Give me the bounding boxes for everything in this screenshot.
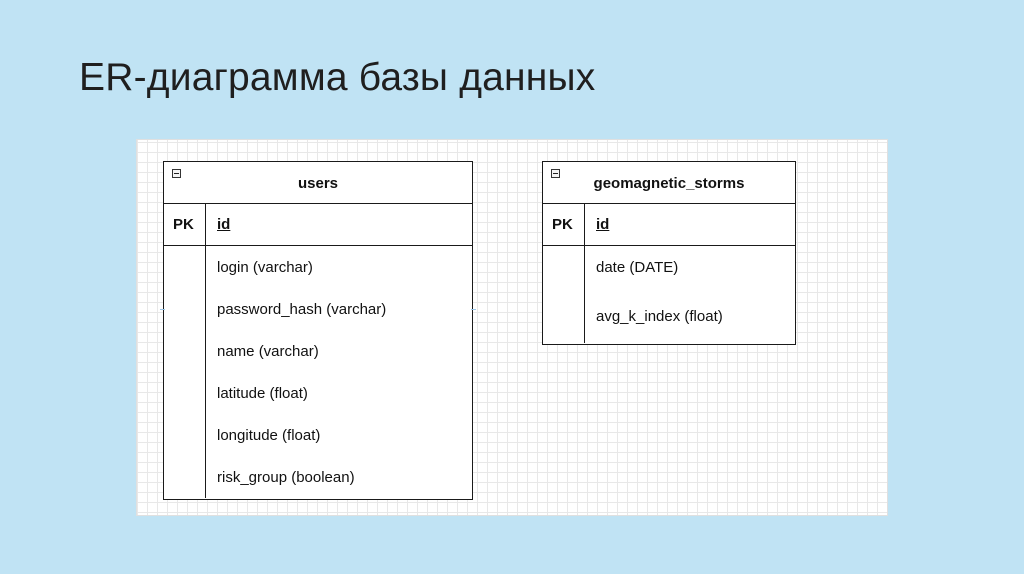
connection-point-right[interactable] bbox=[471, 309, 476, 310]
field-password-hash[interactable]: password_hash (varchar) bbox=[217, 301, 387, 318]
field-date[interactable]: date (DATE) bbox=[596, 259, 679, 276]
pk-field: id bbox=[596, 216, 610, 233]
entity-users-name: users bbox=[297, 175, 339, 192]
key-column bbox=[164, 246, 206, 498]
field-avg-k-index[interactable]: avg_k_index (float) bbox=[596, 308, 723, 325]
entity-users[interactable] bbox=[163, 161, 473, 500]
field-name[interactable]: name (varchar) bbox=[217, 343, 319, 360]
entity-users-fields bbox=[164, 246, 472, 498]
collapse-icon[interactable] bbox=[551, 169, 560, 178]
pk-label: PK bbox=[543, 204, 585, 245]
entity-geomagnetic-storms-fields bbox=[543, 246, 795, 343]
entity-geomagnetic-storms-pk-row[interactable] bbox=[543, 204, 795, 246]
connection-point-left[interactable] bbox=[160, 309, 165, 310]
pk-field: id bbox=[217, 216, 231, 233]
slide-title: ER-диаграмма базы данных bbox=[79, 56, 596, 99]
field-latitude[interactable]: latitude (float) bbox=[217, 385, 308, 402]
entity-users-pk-row[interactable] bbox=[164, 204, 472, 246]
field-login[interactable]: login (varchar) bbox=[217, 259, 313, 276]
entity-geomagnetic-storms-name: geomagnetic_storms bbox=[593, 175, 745, 192]
entity-geomagnetic-storms[interactable] bbox=[542, 161, 796, 345]
field-longitude[interactable]: longitude (float) bbox=[217, 427, 321, 444]
entity-users-header[interactable] bbox=[164, 162, 472, 204]
diagram-canvas bbox=[137, 140, 887, 515]
key-column bbox=[543, 246, 585, 343]
pk-label: PK bbox=[164, 204, 206, 245]
entity-geomagnetic-storms-header[interactable] bbox=[543, 162, 795, 204]
collapse-icon[interactable] bbox=[172, 169, 181, 178]
field-risk-group[interactable]: risk_group (boolean) bbox=[217, 469, 355, 486]
